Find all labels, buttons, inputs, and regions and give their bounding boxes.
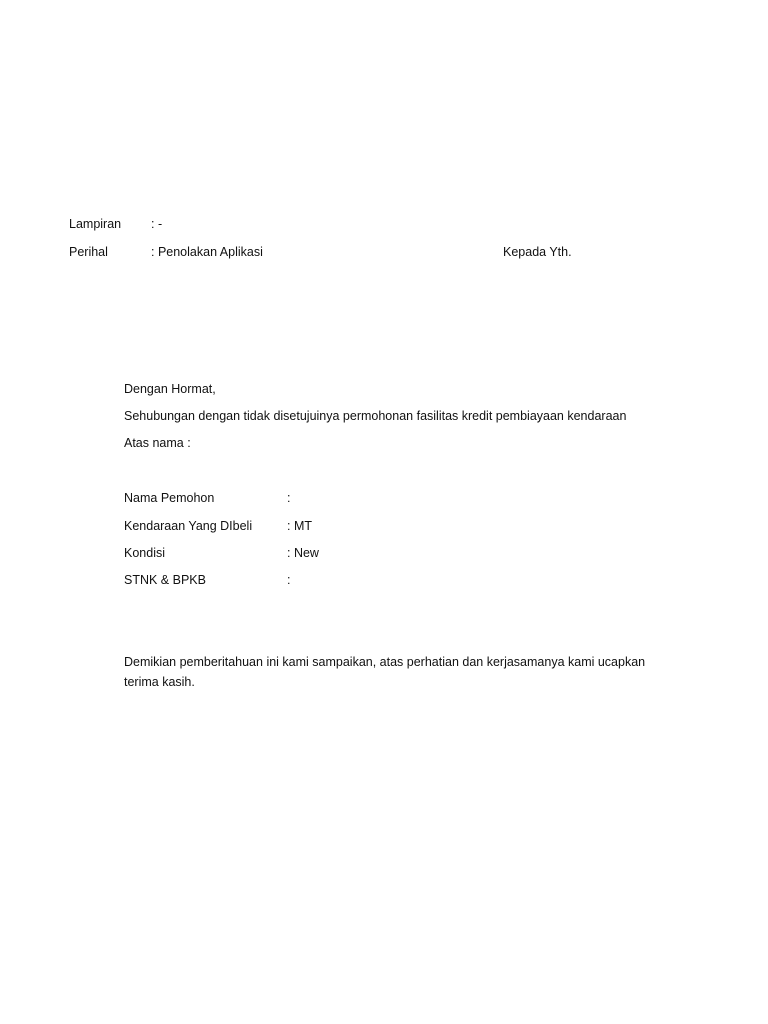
greeting: Dengan Hormat, [124, 382, 216, 396]
lampiran-value: : - [151, 217, 163, 231]
perihal-value: : Penolakan Aplikasi [151, 245, 263, 259]
intro-text: Sehubungan dengan tidak disetujuinya permohonan fasilitas kredit pembiayaan kendaraan [124, 409, 627, 423]
field-value-nama-pemohon: : [287, 491, 291, 505]
field-label-kondisi: Kondisi [124, 546, 165, 560]
perihal-label: Perihal [69, 245, 108, 259]
field-value-kendaraan: : MT [287, 519, 312, 533]
field-label-kendaraan: Kendaraan Yang DIbeli [124, 519, 253, 533]
field-value-stnk-bpkb: : [287, 573, 291, 587]
field-label-stnk-bpkb: STNK & BPKB [124, 573, 206, 587]
closing-line-1: Demikian pemberitahuan ini kami sampaikan, atas perhatian dan kerjasamanya kami ucapkan [124, 655, 646, 669]
lampiran-label: Lampiran [69, 217, 122, 231]
field-value-kondisi: : New [287, 546, 319, 560]
closing-line-2: terima kasih. [124, 675, 195, 689]
field-label-nama-pemohon: Nama Pemohon [124, 491, 215, 505]
atas-nama-label: Atas nama : [124, 436, 191, 450]
recipient-heading: Kepada Yth. [503, 245, 572, 259]
